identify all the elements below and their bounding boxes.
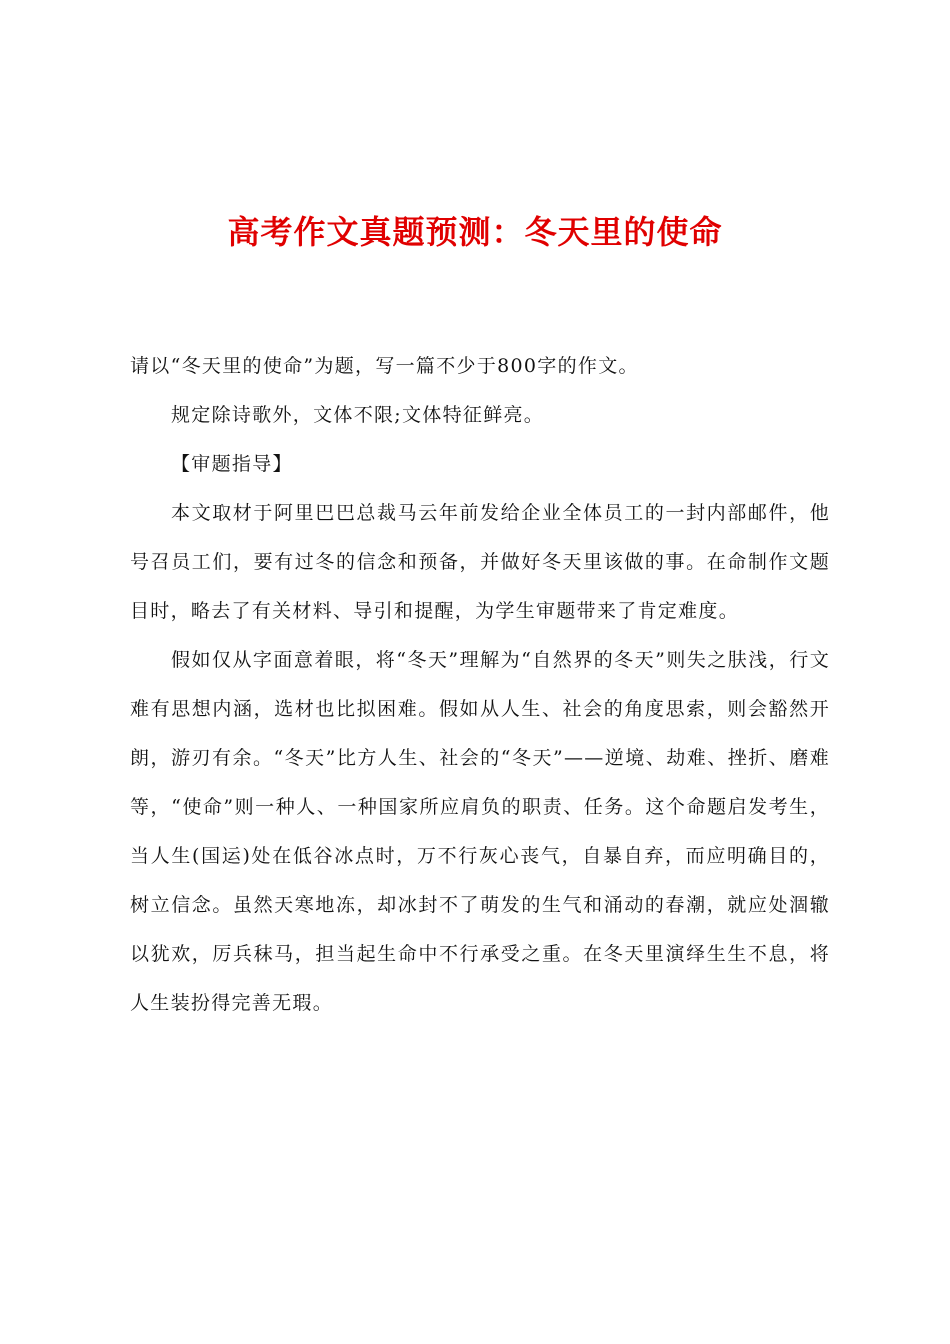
body-paragraph: 本文取材于阿里巴巴总裁马云年前发给企业全体员工的一封内部邮件，他号召员工们，要有过冬的信念和预备，并做好冬天里该做的事。在命制作文题目时，略去了有关材料、导引和提醒，为学生审题带来了肯定难度。 [130,502,830,622]
body-paragraph: 假如仅从字面意着眼，将“冬天”理解为“自然界的冬天”则失之肤浅，行文难有思想内涵，选材也比拟困难。假如从人生、社会的角度思索，则会豁然开朗，游刃有余。“冬天”比方人生、社会的“冬天”——逆境、劫难、挫折、磨难等，“使命”则一种人、一种国家所应肩负的职责、任务。这个命题启发考生，当人生(国运)处在低谷冰点时，万不行灰心丧气，自暴自弃，而应明确目的，树立信念。虽然天寒地冻，却冰封不了萌发的生气和涌动的春潮，就应处涸辙以犹欢，厉兵秣马，担当起生命中不行承受之重。在冬天里演绎生生不息，将人生装扮得完善无瑕。 [130,649,830,1014]
document-body [130,342,830,1028]
section-heading: 【审题指导】 [171,453,293,475]
requirement-paragraph: 规定除诗歌外，文体不限;文体特征鲜亮。 [171,404,545,426]
document-title: 高考作文真题预测：冬天里的使命 [227,213,723,251]
prompt-paragraph: 请以“冬天里的使命”为题，写一篇不少于800字的作文。 [130,355,639,377]
